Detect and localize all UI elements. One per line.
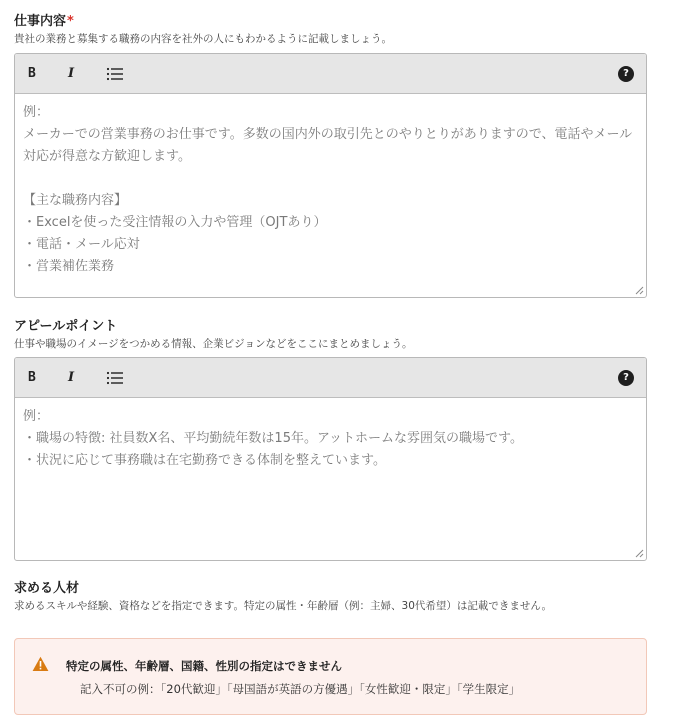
italic-button[interactable]: I [68,66,75,81]
required-mark: * [67,14,74,29]
warning-title: 特定の属性、年齢層、国籍、性別の指定はできません [66,659,342,673]
help-icon[interactable]: ? [618,66,634,82]
warning-text: 記入不可の例：「20代歓迎」「母国語が英語の方優遇」「女性歓迎・限定」「学生限定」 [80,682,521,696]
appeal-point-help-text: 仕事や職場のイメージをつかめる情報、企業ビジョンなどをここにまとめましょう。 [14,338,413,350]
job-description-title [14,10,74,29]
job-description-help-text: 貴社の業務と募集する職務の内容を社外の人にもわかるように記載しましょう。 [14,33,392,45]
desired-person-title: 求める人材 [14,581,80,596]
warning-icon [32,656,49,672]
list-icon[interactable] [106,368,124,388]
desired-person-help-text: 求めるスキルや経験、資格などを指定できます。特定の属性・年齢層（例：主婦、30代希望）は記載できません。 [14,600,553,612]
bold-button[interactable]: B [28,66,36,81]
warning-box [14,638,647,715]
editor-toolbar [15,54,646,94]
job-description-textarea[interactable]: 例： メーカーでの営業事務のお仕事です。多数の国内外の取引先とのやりとりがありますので、電話やメール対応が得意な方歓迎します。 【主な職務内容】 ・Excelを使った受注情報の入力や管理（OJTあり） ・電話・メール応対 ・営業補佐業務 [23,105,633,274]
job-description-title-text: 仕事内容 [14,14,67,29]
resize-handle-icon[interactable] [634,548,644,558]
resize-handle-icon[interactable] [634,285,644,295]
appeal-point-textarea[interactable]: 例： ・職場の特徴: 社員数X名、平均勤続年数は15年。アットホームな雰囲気の職場です。 ・状況に応じて事務職は在宅勤務できる体制を整えています。 [23,409,524,468]
job-description-editor[interactable] [14,53,647,298]
italic-button[interactable]: I [68,370,75,385]
editor-toolbar [15,358,646,398]
list-icon[interactable] [106,64,124,84]
appeal-point-title: アピールポイント [14,319,118,334]
appeal-point-editor[interactable] [14,357,647,561]
help-icon[interactable]: ? [618,370,634,386]
bold-button[interactable]: B [28,370,36,385]
